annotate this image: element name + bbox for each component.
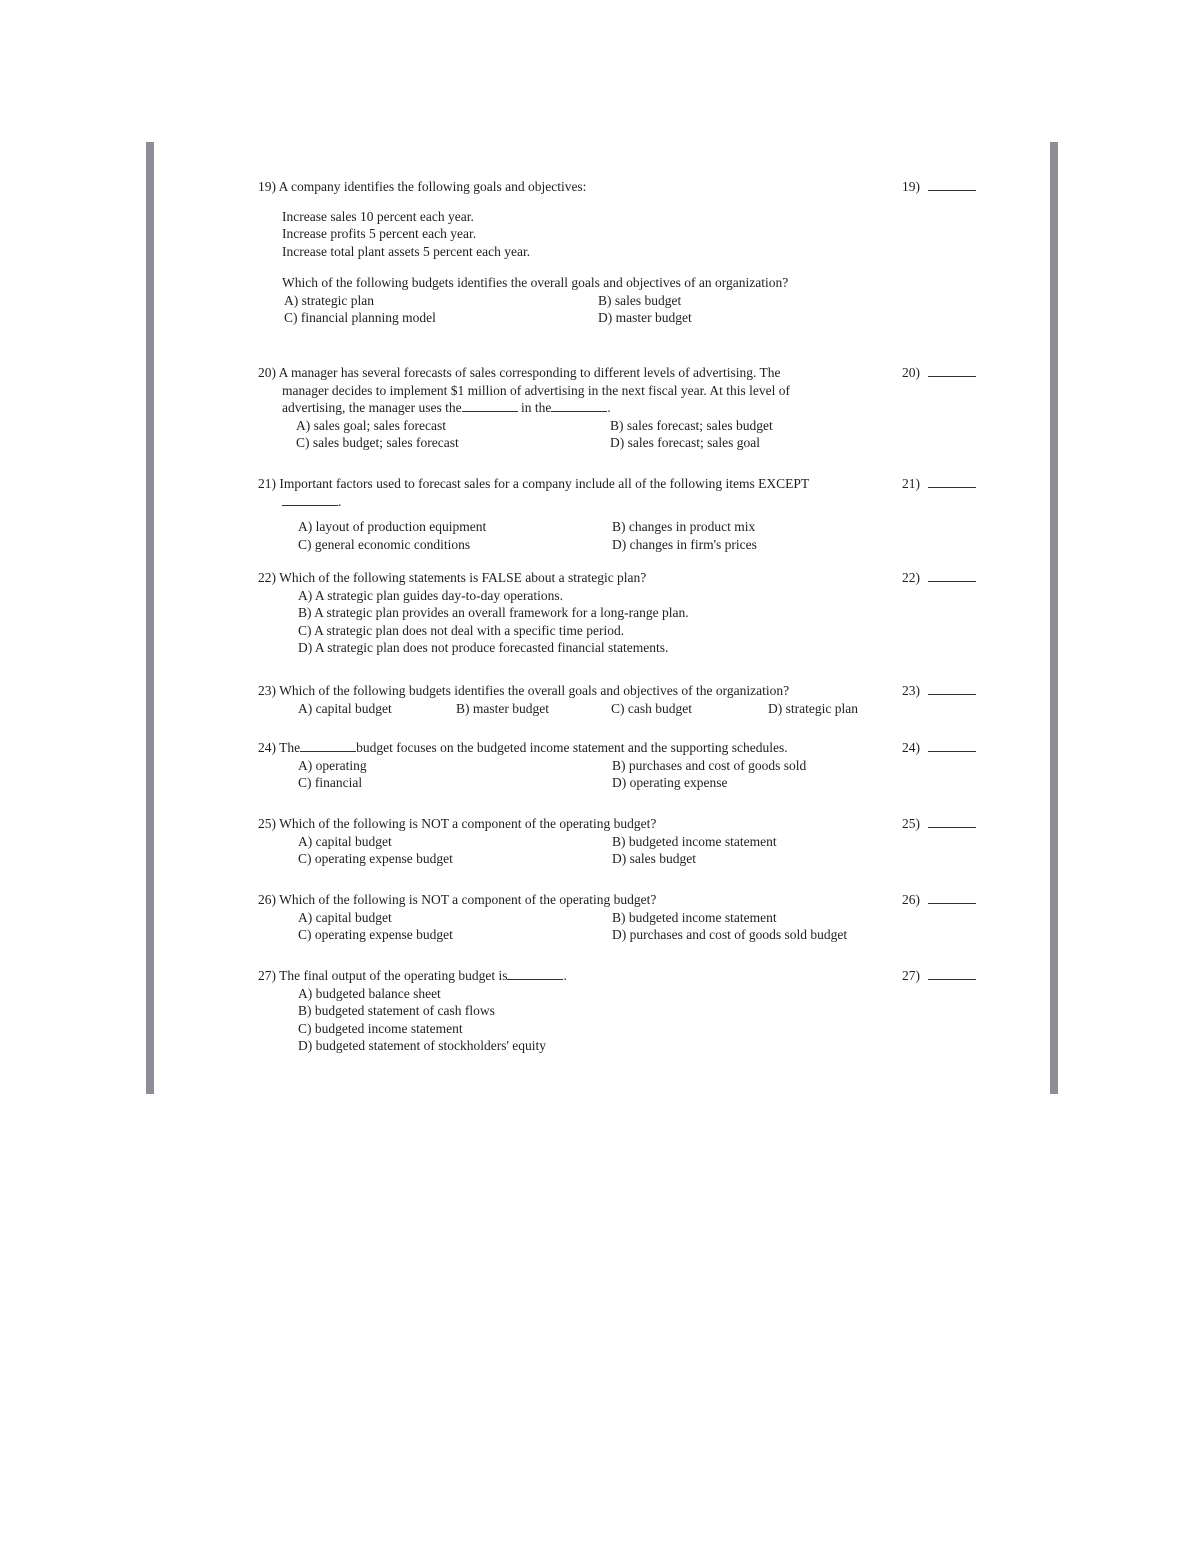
answer-22-label: 22) [902, 570, 920, 585]
option-a[interactable]: A) capital budget [298, 833, 392, 849]
question-27 [258, 967, 978, 1055]
option-d[interactable]: D) strategic plan [768, 700, 858, 716]
question-20-options [258, 417, 978, 452]
question-20-stem-line-1: 20) A manager has several forecasts of sales corresponding to different levels of advertising. The [258, 365, 781, 380]
fill-blank [551, 399, 607, 412]
option-b[interactable]: B) purchases and cost of goods sold [612, 757, 807, 773]
option-b[interactable]: B) A strategic plan provides an overall framework for a long-range plan. [298, 605, 689, 620]
goal-item: Increase profits 5 percent each year. [282, 226, 477, 241]
question-20-stem-line-3 [258, 399, 978, 417]
answer-19-label: 19) [902, 179, 920, 194]
question-22-options [258, 587, 978, 657]
question-20-stem-text: . [607, 400, 611, 415]
question-24-stem-text: 24) The [258, 740, 301, 755]
goal-item: Increase total plant assets 5 percent each year. [282, 243, 531, 259]
option-a[interactable]: A) layout of production equipment [298, 519, 487, 534]
option-d[interactable]: D) master budget [598, 310, 692, 325]
question-19-prompt: Which of the following budgets identifies the overall goals and objectives of an organization? [282, 275, 789, 290]
question-20-stem-text: advertising, the manager uses the [282, 400, 462, 415]
option-a[interactable]: A) A strategic plan guides day-to-day operations. [298, 587, 564, 603]
answer-27 [902, 967, 976, 985]
question-19-goals [258, 208, 978, 261]
question-19-stem: 19) A company identifies the following goals and objectives: [258, 179, 587, 194]
fill-blank [507, 967, 563, 980]
option-a[interactable]: A) budgeted balance sheet [298, 985, 441, 1001]
goal-item: Increase sales 10 percent each year. [282, 208, 474, 224]
answer-26-blank[interactable] [928, 891, 976, 904]
answer-19 [902, 178, 976, 196]
option-b[interactable]: B) budgeted income statement [612, 909, 777, 925]
option-c[interactable]: C) financial planning model [284, 310, 436, 325]
answer-25-blank[interactable] [928, 815, 976, 828]
answer-19-blank[interactable] [928, 178, 976, 191]
answer-22 [902, 569, 976, 587]
question-25-stem: 25) Which of the following is NOT a component of the operating budget? [258, 816, 657, 831]
right-margin-bar [1050, 142, 1058, 1094]
option-b[interactable]: B) sales forecast; sales budget [610, 417, 773, 433]
fill-blank [282, 493, 338, 506]
question-20 [258, 364, 978, 452]
answer-26-label: 26) [902, 892, 920, 907]
option-c[interactable]: C) budgeted income statement [298, 1020, 463, 1036]
question-21 [258, 475, 978, 553]
question-23-stem: 23) Which of the following budgets identifies the overall goals and objectives of the organization? [258, 683, 790, 698]
question-27-stem [258, 967, 978, 985]
answer-26 [902, 891, 976, 909]
answer-27-label: 27) [902, 968, 920, 983]
option-c[interactable]: C) sales budget; sales forecast [296, 435, 459, 450]
question-23-options [258, 700, 978, 718]
option-b[interactable]: B) sales budget [598, 292, 682, 308]
answer-25 [902, 815, 976, 833]
answer-21-label: 21) [902, 476, 920, 491]
option-c[interactable]: C) cash budget [611, 700, 692, 716]
answer-22-blank[interactable] [928, 569, 976, 582]
option-d[interactable]: D) sales budget [612, 851, 696, 866]
option-c[interactable]: C) financial [298, 775, 363, 790]
question-20-stem-line-2: manager decides to implement $1 million of advertising in the next fiscal year. At this level of [282, 382, 790, 398]
option-d[interactable]: D) changes in firm's prices [612, 536, 757, 552]
answer-23 [902, 682, 976, 700]
answer-20-blank[interactable] [928, 364, 976, 377]
option-a[interactable]: A) strategic plan [284, 292, 374, 308]
answer-23-label: 23) [902, 683, 920, 698]
question-21-stem-text: . [338, 493, 342, 509]
answer-24-label: 24) [902, 740, 920, 755]
option-b[interactable]: B) budgeted income statement [612, 833, 777, 849]
question-26-stem: 26) Which of the following is NOT a component of the operating budget? [258, 892, 657, 907]
question-24-options [258, 757, 978, 792]
question-19 [258, 178, 978, 327]
question-24-stem-text: budget focuses on the budgeted income statement and the supporting schedules. [356, 740, 788, 755]
answer-21 [902, 475, 976, 493]
question-27-stem-text: 27) The final output of the operating budget is [258, 968, 508, 983]
answer-25-label: 25) [902, 816, 920, 831]
question-21-stem: 21) Important factors used to forecast sales for a company include all of the following items EXCEPT [258, 476, 810, 491]
fill-blank [300, 739, 356, 752]
option-c[interactable]: C) general economic conditions [298, 536, 471, 552]
answer-20-label: 20) [902, 365, 920, 380]
question-27-stem-text: . [563, 968, 567, 983]
option-d[interactable]: D) operating expense [612, 775, 728, 790]
question-22-stem: 22) Which of the following statements is FALSE about a strategic plan? [258, 570, 647, 585]
question-20-stem-text: in the [520, 400, 552, 415]
answer-21-blank[interactable] [928, 475, 976, 488]
option-c[interactable]: C) operating expense budget [298, 851, 453, 866]
option-d[interactable]: D) purchases and cost of goods sold budget [612, 927, 848, 942]
option-d[interactable]: D) A strategic plan does not produce forecasted financial statements. [298, 640, 669, 655]
option-b[interactable]: B) changes in product mix [612, 519, 756, 534]
question-21-stem-blank [258, 493, 978, 511]
question-25-options [258, 833, 978, 868]
left-margin-bar [146, 142, 154, 1094]
option-c[interactable]: C) operating expense budget [298, 927, 453, 942]
answer-20 [902, 364, 976, 382]
option-c[interactable]: C) A strategic plan does not deal with a specific time period. [298, 622, 625, 638]
option-a[interactable]: A) sales goal; sales forecast [296, 417, 446, 433]
question-25 [258, 815, 978, 868]
question-24 [258, 739, 978, 792]
fill-blank [462, 399, 518, 412]
answer-23-blank[interactable] [928, 682, 976, 695]
option-a[interactable]: A) capital budget [298, 909, 392, 925]
question-26 [258, 891, 978, 944]
option-a[interactable]: A) capital budget [298, 700, 392, 716]
option-d[interactable]: D) sales forecast; sales goal [610, 435, 760, 450]
question-19-options [258, 292, 978, 327]
option-b[interactable]: B) master budget [456, 700, 549, 716]
answer-24-blank[interactable] [928, 739, 976, 752]
answer-27-blank[interactable] [928, 967, 976, 980]
answer-24 [902, 739, 976, 757]
question-22 [258, 569, 978, 657]
question-27-options [258, 985, 978, 1055]
question-23 [258, 682, 978, 717]
option-a[interactable]: A) operating [298, 757, 367, 773]
question-21-options [258, 518, 978, 553]
option-b[interactable]: B) budgeted statement of cash flows [298, 1003, 495, 1018]
question-24-stem [258, 739, 978, 757]
option-d[interactable]: D) budgeted statement of stockholders' equity [298, 1038, 546, 1053]
question-26-options [258, 909, 978, 944]
